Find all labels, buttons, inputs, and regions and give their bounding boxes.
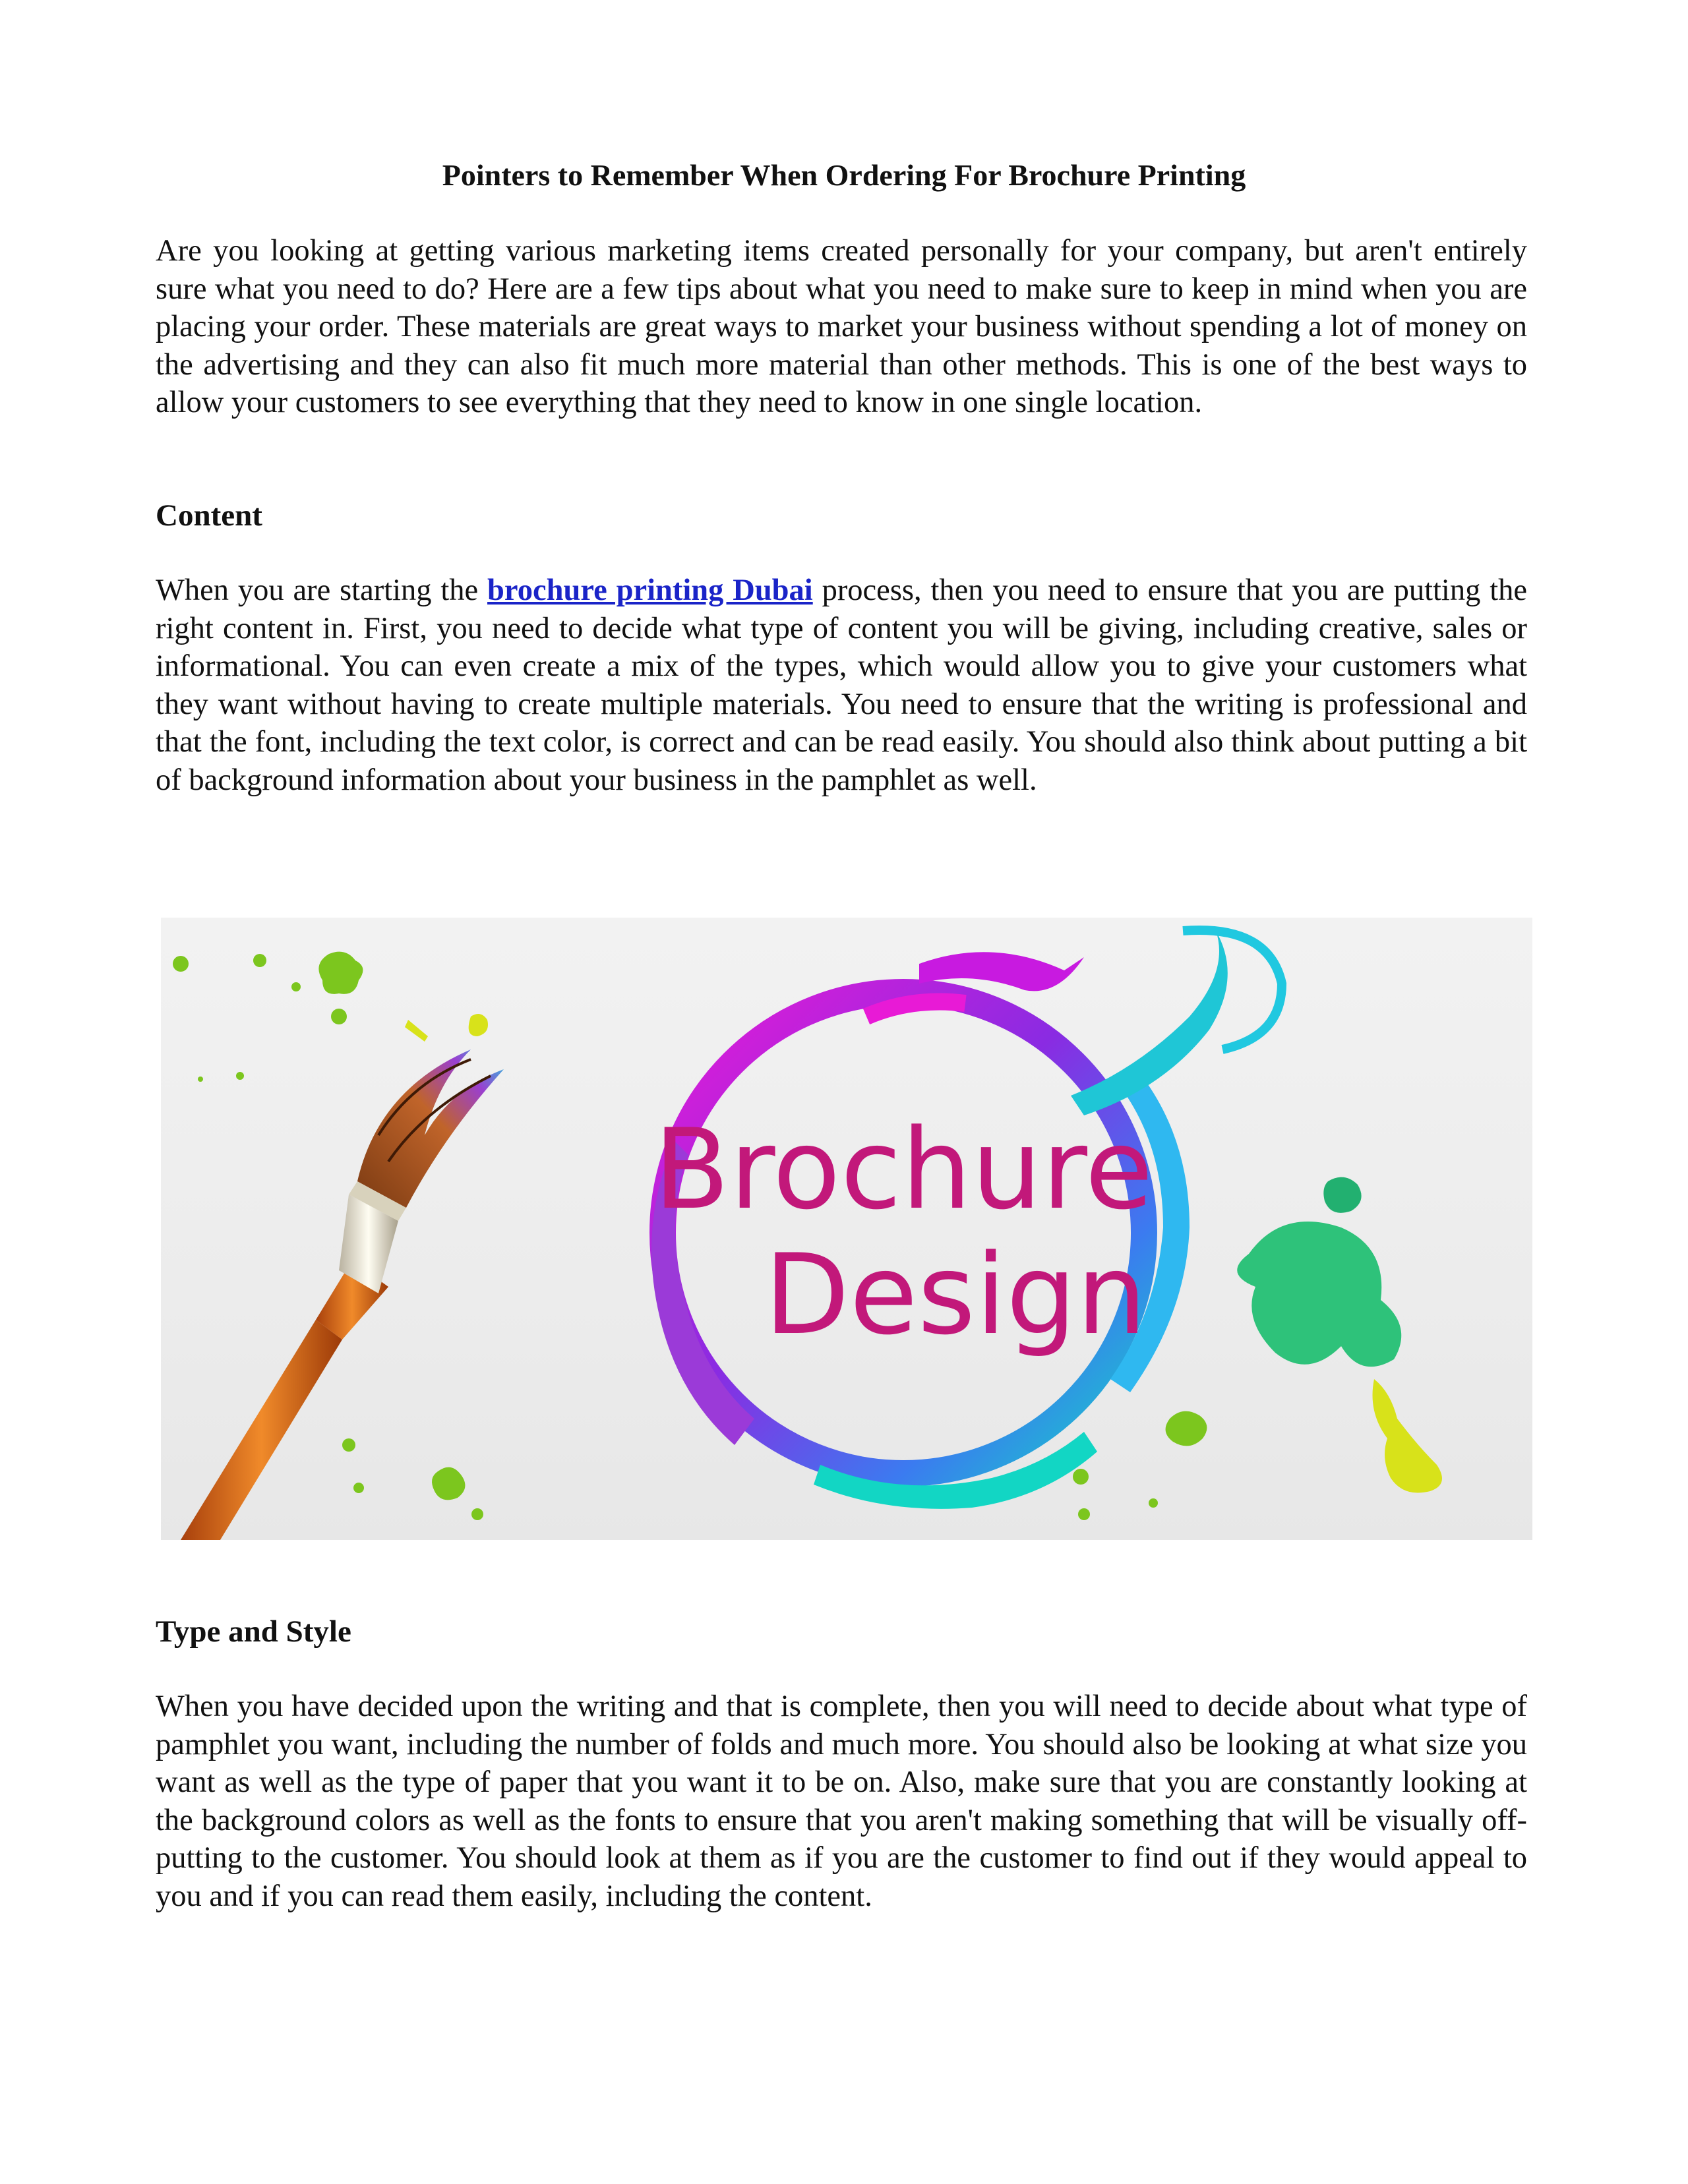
design-text: Design xyxy=(764,1230,1147,1359)
content-paragraph xyxy=(156,572,1527,800)
brochure-text: Brochure xyxy=(653,1105,1153,1234)
green-paint-splash xyxy=(1237,1177,1401,1367)
content-text-before-link: When you are starting the xyxy=(156,574,488,607)
document-title: Pointers to Remember When Ordering For Brochure Printing xyxy=(442,158,1246,192)
brochure-printing-dubai-link[interactable]: brochure printing Dubai xyxy=(487,574,813,607)
brochure-design-image xyxy=(161,918,1532,1540)
type-and-style-paragraph: When you have decided upon the writing and that is complete, then you will need to decide about what type of pamphlet you want, including the number of folds and much more. You should also be looking at what size you want as well as the type of paper that you want it to be on. Also, make sure that you are constantly looking at the background colors as well as the fonts to ensure that you aren't making something that will be visually off-putting to the customer. You should look at them as if you are the customer to find out if they would appeal to you and if you can read them easily, including the content. xyxy=(156,1690,1527,1913)
content-text-after-link: process, then you need to ensure that you are putting the right content in. First, you need to decide what type of content you will be giving, including creative, sales or informational. You can even create a mix of the types, which would allow you to give your customers what they want without having to create multiple materials. You need to ensure that the writing is professional and that the font, including the text color, is correct and can be read easily. You should also think about putting a bit of background information about your business in the pamphlet as well. xyxy=(156,574,1527,797)
paintbrush-icon xyxy=(181,1049,504,1540)
section-heading-type-and-style: Type and Style xyxy=(156,1614,351,1649)
section-heading-content: Content xyxy=(156,498,262,533)
intro-paragraph: Are you looking at getting various marketing items created personally for your company, but aren't entirely sure what you need to do? Here are a few tips about what you need to make sure to keep in mind when you are placing your order. These materials are great ways to market your business without spending a lot of money on the advertising and they can also fit much more material than other methods. This is one of the best ways to allow your customers to see everything that they need to know in one single location. xyxy=(156,234,1527,420)
